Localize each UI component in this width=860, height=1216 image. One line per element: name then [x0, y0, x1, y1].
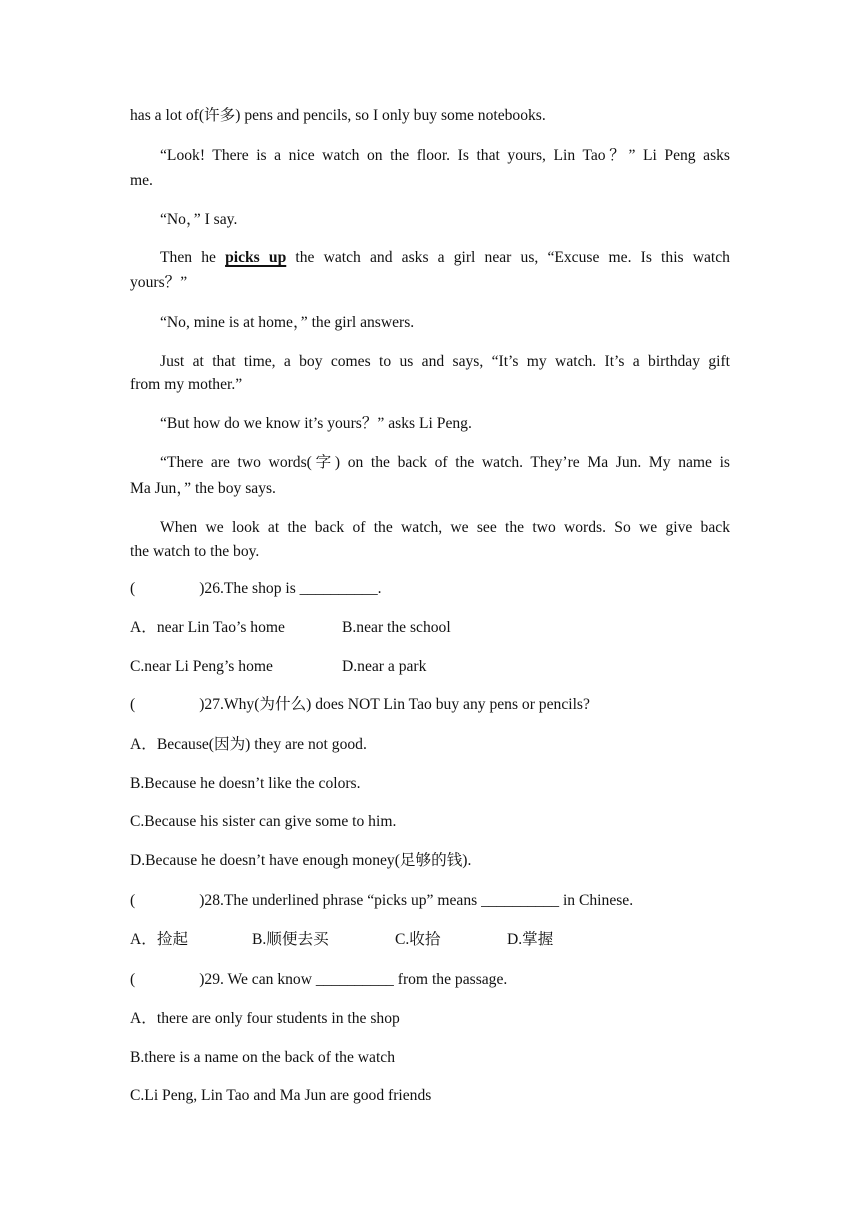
passage-line: “But how do we know it’s yours？” asks Li Peng.: [160, 415, 472, 432]
passage-line: “There are two words(字) on the back of the watch. They’re Ma Jun. My name is: [160, 454, 730, 471]
underlined-phrase: picks up: [225, 249, 287, 266]
option-a: A．捡起: [130, 931, 189, 948]
question-stem: )27.Why(为什么) does NOT Lin Tao buy any pens or pencils?: [199, 696, 590, 713]
question-stem: )29. We can know __________ from the passage.: [199, 971, 508, 988]
option-a: A．there are only four students in the shop: [130, 1010, 400, 1027]
passage-line: Ma Jun，” the boy says.: [130, 480, 276, 497]
option-c: C.Because his sister can give some to him.: [130, 813, 397, 830]
option-b: B.near the school: [342, 619, 451, 636]
passage-line: “No, mine is at home，” the girl answers.: [160, 314, 415, 331]
question-28: [130, 890, 633, 912]
passage-line: [160, 247, 730, 269]
option-d: D.near a park: [342, 658, 427, 675]
passage-line: “No，” I say.: [160, 211, 238, 228]
answer-paren: (: [130, 971, 136, 988]
option-a: A．near Lin Tao’s home: [130, 619, 285, 636]
option-b: B.there is a name on the back of the watch: [130, 1049, 395, 1066]
option-c: C.收拾: [395, 931, 441, 948]
passage-text: Then he: [160, 249, 216, 266]
question-29: [130, 969, 507, 991]
answer-paren: (: [130, 892, 136, 909]
question-27: [130, 694, 590, 716]
passage-line: When we look at the back of the watch, we see the two words. So we give back: [160, 519, 730, 536]
option-a: A．Because(因为) they are not good.: [130, 736, 367, 753]
passage-text: the watch and asks a girl near us, “Excuse me. Is this watch: [295, 249, 730, 266]
option-c: C.near Li Peng’s home: [130, 658, 273, 675]
answer-paren: (: [130, 580, 136, 597]
question-stem: )26.The shop is __________.: [199, 580, 382, 597]
option-b: B.Because he doesn’t like the colors.: [130, 775, 361, 792]
option-c: C.Li Peng, Lin Tao and Ma Jun are good friends: [130, 1087, 432, 1104]
passage-line: me.: [130, 172, 153, 189]
question-stem: )28.The underlined phrase “picks up” means __________ in Chinese.: [199, 892, 634, 909]
option-d: D.掌握: [507, 931, 554, 948]
passage-line: the watch to the boy.: [130, 543, 260, 560]
passage-line: “Look! There is a nice watch on the floor. Is that yours, Lin Tao？” Li Peng asks: [160, 147, 730, 164]
passage-line: Just at that time, a boy comes to us and says, “It’s my watch. It’s a birthday gift: [160, 353, 730, 370]
option-d: D.Because he doesn’t have enough money(足够的钱).: [130, 852, 472, 869]
passage-line: from my mother.”: [130, 376, 243, 393]
option-b: B.顺便去买: [252, 931, 329, 948]
question-26: [130, 578, 382, 600]
passage-line: yours？”: [130, 274, 188, 291]
answer-paren: (: [130, 696, 136, 713]
passage-line: has a lot of(许多) pens and pencils, so I only buy some notebooks.: [130, 107, 546, 124]
